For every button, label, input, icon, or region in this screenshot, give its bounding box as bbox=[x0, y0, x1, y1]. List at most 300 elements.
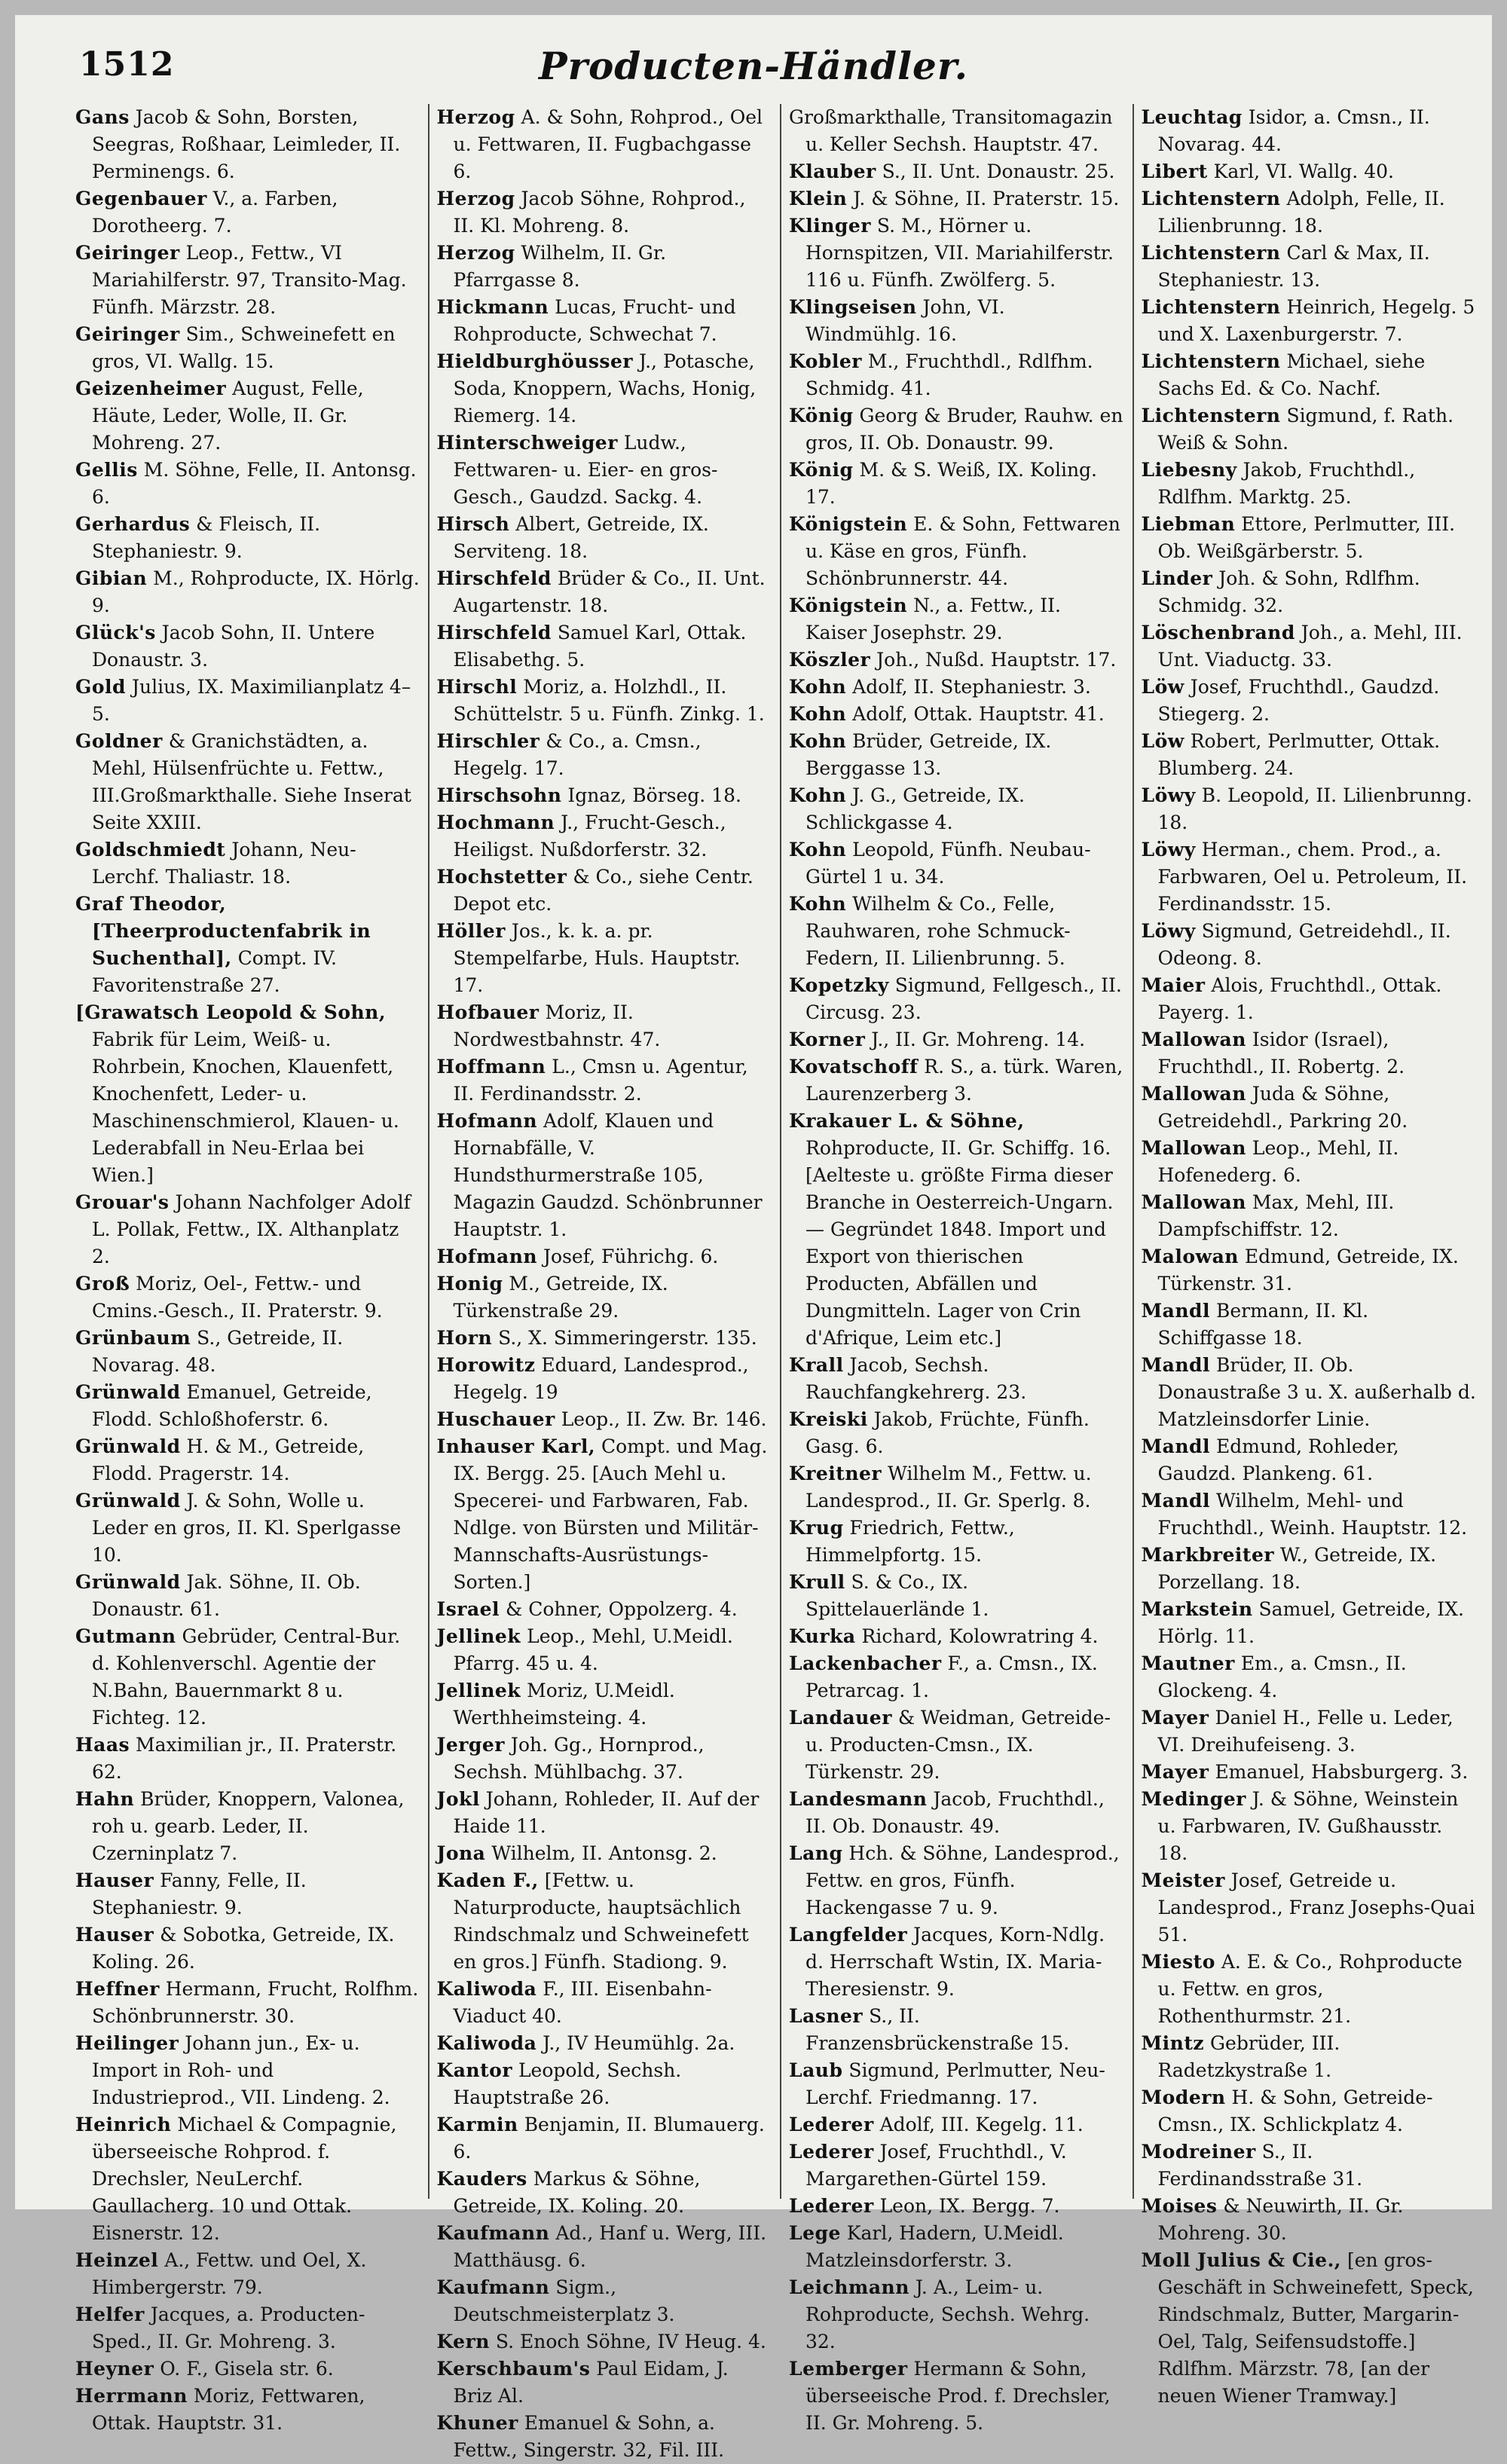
directory-entry bbox=[789, 1406, 1125, 1460]
entry-name: Hoffmann bbox=[436, 1056, 546, 1078]
directory-column-3 bbox=[780, 104, 1133, 2434]
directory-entry bbox=[437, 2410, 773, 2464]
entry-name: Herzog bbox=[436, 188, 515, 209]
page-number: 1512 bbox=[79, 45, 175, 84]
entry-details: Joh. & Sohn, Rdlfhm. Schmidg. 32. bbox=[1157, 567, 1420, 616]
directory-entry bbox=[75, 457, 420, 511]
entry-name: Liebman bbox=[1141, 513, 1236, 535]
entry-name: Klingseisen bbox=[789, 296, 917, 318]
directory-entry bbox=[789, 674, 1125, 701]
directory-entry bbox=[75, 1487, 420, 1569]
entry-name: Groß bbox=[75, 1273, 130, 1295]
entry-name: Jellinek bbox=[436, 1625, 521, 1647]
entry-name: Lichtenstern bbox=[1141, 350, 1281, 372]
entry-name: Khuner bbox=[436, 2412, 518, 2434]
directory-entry bbox=[789, 2355, 1125, 2437]
entry-details: L., Cmsn u. Agentur, II. Ferdinandsstr. 2. bbox=[453, 1056, 748, 1105]
directory-entry bbox=[437, 1433, 773, 1596]
directory-entry bbox=[437, 2030, 773, 2057]
entry-details: Hermann, Frucht, Rolfhm. Schönbrunnerstr. 30. bbox=[92, 1978, 419, 2027]
entry-details: Adolf, II. Stephaniestr. 3. bbox=[852, 676, 1091, 698]
directory-column-4 bbox=[1133, 104, 1485, 2407]
entry-details: Markus & Söhne, Getreide, IX. Koling. 20. bbox=[453, 2168, 701, 2217]
entry-name: König bbox=[789, 405, 854, 426]
entry-details: & Weidman, Getreide- u. Producten-Cmsn., IX. Türkenstr. 29. bbox=[805, 1707, 1111, 1783]
entry-details: N., a. Fettw., II. Kaiser Josephstr. 29. bbox=[805, 595, 1061, 644]
entry-details: Edmund, Getreide, IX. Türkenstr. 31. bbox=[1157, 1246, 1459, 1295]
entry-details: Jakob, Fruchthdl., Rdlfhm. Marktg. 25. bbox=[1157, 459, 1416, 508]
entry-details: F., a. Cmsn., IX. Petrarcag. 1. bbox=[805, 1652, 1098, 1701]
entry-details: Jak. Söhne, II. Ob. Donaustr. 61. bbox=[92, 1571, 361, 1620]
directory-entry bbox=[75, 1569, 420, 1623]
entry-details: Gebrüder, III. Radetzkystraße 1. bbox=[1157, 2032, 1340, 2081]
entry-details: Emanuel, Habsburgerg. 3. bbox=[1215, 1761, 1469, 1783]
entry-name: Hinterschweiger bbox=[436, 432, 618, 454]
directory-entry bbox=[789, 1704, 1125, 1786]
directory-entry bbox=[1142, 1759, 1478, 1786]
entry-name: Herzog bbox=[436, 242, 515, 264]
entry-details: S., X. Simmeringerstr. 135. bbox=[498, 1327, 757, 1349]
directory-entry bbox=[789, 1569, 1125, 1623]
directory-entry bbox=[437, 1786, 773, 1840]
directory-entry bbox=[1142, 1949, 1478, 2030]
entry-name: Hirschl bbox=[436, 676, 518, 698]
entry-details: R. S., a. türk. Waren, Laurenzerberg 3. bbox=[805, 1056, 1123, 1105]
entry-name: Heinzel bbox=[75, 2249, 159, 2271]
entry-details: Josef, Getreide u. Landesprod., Franz Josephs-Quai 51. bbox=[1157, 1869, 1475, 1946]
directory-entry bbox=[437, 918, 773, 999]
entry-details: Bermann, II. Kl. Schiffgasse 18. bbox=[1157, 1300, 1369, 1349]
entry-name: Leuchtag bbox=[1141, 106, 1243, 128]
directory-entry bbox=[789, 701, 1125, 728]
directory-entry bbox=[1142, 1596, 1478, 1650]
entry-details: M., Fruchthdl., Rdlfhm. Schmidg. 41. bbox=[805, 350, 1093, 399]
entry-name: Lemberger bbox=[789, 2358, 908, 2380]
directory-entry bbox=[789, 836, 1125, 891]
directory-entry bbox=[75, 321, 420, 375]
directory-entry bbox=[1142, 918, 1478, 972]
directory-entry bbox=[789, 2274, 1125, 2355]
directory-entry bbox=[1142, 2247, 1478, 2410]
entry-name: Köszler bbox=[789, 649, 871, 671]
entry-details: Daniel H., Felle u. Leder, VI. Dreihufeiseng. 3. bbox=[1157, 1707, 1454, 1756]
entry-name: Kohn bbox=[789, 676, 847, 698]
entry-name: Löw bbox=[1141, 730, 1185, 752]
entry-name: Mintz bbox=[1141, 2032, 1205, 2054]
directory-entry bbox=[437, 1053, 773, 1108]
entry-details: Sim., Schweinefett en gros, VI. Wallg. 15. bbox=[92, 323, 396, 372]
entry-details: Robert, Perlmutter, Ottak. Blumberg. 24. bbox=[1157, 730, 1441, 779]
directory-entry bbox=[789, 294, 1125, 348]
entry-details: Herman., chem. Prod., a. Farbwaren, Oel u. Petroleum, II. Ferdinandsstr. 15. bbox=[1157, 839, 1468, 915]
entry-details: W., Getreide, IX. Porzellang. 18. bbox=[1157, 1544, 1437, 1593]
directory-entry bbox=[437, 619, 773, 674]
entry-details: J. & Söhne, Weinstein u. Farbwaren, IV. Gußhausstr. 18. bbox=[1157, 1788, 1459, 1864]
entry-name: Hauser bbox=[75, 1924, 154, 1946]
directory-entry bbox=[1142, 348, 1478, 402]
directory-entry bbox=[1142, 2084, 1478, 2138]
entry-name: Medinger bbox=[1141, 1788, 1246, 1810]
entry-details: Brüder & Co., II. Unt. Augartenstr. 18. bbox=[453, 567, 766, 616]
entry-name: Lege bbox=[789, 2222, 841, 2244]
directory-entry bbox=[75, 185, 420, 240]
directory-entry bbox=[789, 782, 1125, 836]
entry-name: Hochmann bbox=[436, 812, 555, 833]
entry-name: Hickmann bbox=[436, 296, 549, 318]
entry-details: Juda & Söhne, Getreidehdl., Parkring 20. bbox=[1157, 1083, 1408, 1132]
entry-details: Richard, Kolowratring 4. bbox=[861, 1625, 1099, 1647]
entry-details: Lucas, Frucht- und Rohproducte, Schwechat 7. bbox=[453, 296, 736, 345]
directory-entry bbox=[789, 185, 1125, 212]
entry-name: Königstein bbox=[789, 595, 908, 616]
entry-name: Horn bbox=[436, 1327, 493, 1349]
entry-details: Brüder, II. Ob. Donaustraße 3 u. X. außerhalb d. Matzleinsdorfer Linie. bbox=[1157, 1354, 1476, 1430]
directory-entry bbox=[789, 728, 1125, 782]
entry-name: Klauber bbox=[789, 160, 876, 182]
entry-details: Edmund, Rohleder, Gaudzd. Plankeng. 61. bbox=[1157, 1435, 1399, 1484]
entry-name: Löwy bbox=[1141, 839, 1196, 861]
entry-details: Adolf, III. Kegelg. 11. bbox=[879, 2114, 1084, 2135]
directory-entry bbox=[437, 1677, 773, 1732]
entry-details: A. E. & Co., Rohproducte u. Fettw. en gros, Rothenthurmstr. 21. bbox=[1157, 1951, 1463, 2027]
directory-entry bbox=[437, 1623, 773, 1677]
directory-entry bbox=[1142, 1650, 1478, 1704]
entry-name: Gutmann bbox=[75, 1625, 176, 1647]
entry-details: Joh., Nußd. Hauptstr. 17. bbox=[876, 649, 1117, 671]
entry-details: Leopold, Fünfh. Neubau-Gürtel 1 u. 34. bbox=[805, 839, 1091, 888]
entry-name: Kohn bbox=[789, 893, 847, 915]
directory-entry bbox=[789, 348, 1125, 402]
entry-details: Wilhelm, II. Antonsg. 2. bbox=[491, 1842, 717, 1864]
entry-details: Jacques, Korn-Ndlg. d. Herrschaft Wstin, IX. Maria-Theresienstr. 9. bbox=[805, 1924, 1105, 2000]
entry-name: Heyner bbox=[75, 2358, 154, 2380]
entry-name: Kohn bbox=[789, 839, 847, 861]
directory-entry bbox=[75, 619, 420, 674]
entry-name: Herzog bbox=[436, 106, 515, 128]
entry-details: S. Enoch Söhne, IV Heug. 4. bbox=[495, 2331, 766, 2352]
entry-details: Brüder, Getreide, IX. Berggasse 13. bbox=[805, 730, 1052, 779]
directory-entry bbox=[789, 1623, 1125, 1650]
entry-details: Moriz, Fettwaren, Ottak. Hauptstr. 31. bbox=[92, 2385, 365, 2434]
entry-details: M., Rohproducte, IX. Hörlg. 9. bbox=[92, 567, 420, 616]
directory-entry bbox=[437, 1732, 773, 1786]
entry-details: Michael, siehe Sachs Ed. & Co. Nachf. bbox=[1157, 350, 1426, 399]
entry-name: Löwy bbox=[1141, 784, 1196, 806]
entry-name: Mallowan bbox=[1141, 1083, 1246, 1105]
directory-entry bbox=[789, 2220, 1125, 2274]
entry-name: Löwy bbox=[1141, 920, 1196, 942]
entry-name: Geiringer bbox=[75, 323, 180, 345]
entry-name: Klein bbox=[789, 188, 848, 209]
entry-name: Goldschmiedt bbox=[75, 839, 226, 861]
entry-name: Heinrich bbox=[75, 2114, 172, 2135]
entry-details: H. & Sohn, Getreide-Cmsn., IX. Schlickplatz 4. bbox=[1157, 2086, 1433, 2135]
entry-name: Mandl bbox=[1141, 1435, 1211, 1457]
entry-details: Maximilian jr., II. Praterstr. 62. bbox=[92, 1734, 397, 1783]
page-title: Producten-Händler. bbox=[539, 44, 968, 88]
directory-entry bbox=[1142, 565, 1478, 619]
entry-name: Kaufmann bbox=[436, 2276, 550, 2298]
directory-entry bbox=[437, 864, 773, 918]
directory-entry bbox=[1142, 2030, 1478, 2084]
entry-details: S., II. Ferdinandsstraße 31. bbox=[1157, 2141, 1363, 2190]
entry-details: Moriz, a. Holzhdl., II. Schüttelstr. 5 u. Fünfh. Zinkg. 1. bbox=[453, 676, 765, 725]
entry-name: Mallowan bbox=[1141, 1137, 1246, 1159]
entry-details: Gebrüder, Central-Bur. d. Kohlenverschl. Agentie der N.Bahn, Bauernmarkt 8 u. Fichteg. 12. bbox=[92, 1625, 401, 1729]
entry-name: Kobler bbox=[789, 350, 862, 372]
entry-name: Jokl bbox=[436, 1788, 480, 1810]
entry-details: J., Frucht-Gesch., Heiligst. Nußdorferstr. 32. bbox=[453, 812, 726, 861]
entry-name: Modreiner bbox=[1141, 2141, 1256, 2163]
entry-name: Gold bbox=[75, 676, 127, 698]
entry-name: Landauer bbox=[789, 1707, 892, 1729]
entry-details: Sigmund, Getreidehdl., II. Odeong. 8. bbox=[1157, 920, 1451, 969]
entry-details: O. F., Gisela str. 6. bbox=[160, 2358, 334, 2380]
entry-details: Jos., k. k. a. pr. Stempelfarbe, Huls. Hauptstr. 17. bbox=[453, 920, 741, 996]
entry-details: Adolf, Ottak. Hauptstr. 41. bbox=[852, 703, 1105, 725]
entry-details: Leopold, Sechsh. Hauptstraße 26. bbox=[453, 2059, 682, 2108]
directory-entry bbox=[437, 999, 773, 1053]
entry-name: Israel bbox=[436, 1598, 500, 1620]
directory-entry bbox=[1142, 1433, 1478, 1487]
entry-name: Grünbaum bbox=[75, 1327, 191, 1349]
entry-details: Johann Nachfolger Adolf L. Pollak, Fettw., IX. Althanplatz 2. bbox=[92, 1191, 411, 1267]
directory-entry bbox=[789, 972, 1125, 1026]
entry-details: J. G., Getreide, IX. Schlickgasse 4. bbox=[805, 784, 1025, 833]
entry-name: Kreitner bbox=[789, 1463, 882, 1484]
entry-details: E. & Sohn, Fettwaren u. Käse en gros, Fünfh. Schönbrunnerstr. 44. bbox=[805, 513, 1120, 589]
entry-name: Mayer bbox=[1141, 1761, 1209, 1783]
directory-entry bbox=[437, 1976, 773, 2030]
entry-name: Hirschler bbox=[436, 730, 540, 752]
entry-name: Gellis bbox=[75, 459, 138, 481]
entry-details: Leop., Mehl, U.Meidl. Pfarrg. 45 u. 4. bbox=[453, 1625, 733, 1674]
directory-entry bbox=[437, 2111, 773, 2166]
directory-entry bbox=[789, 1108, 1125, 1352]
entry-details: Joh., a. Mehl, III. Unt. Viaductg. 33. bbox=[1157, 622, 1463, 671]
entry-details: & Co., a. Cmsn., Hegelg. 17. bbox=[453, 730, 702, 779]
entry-name: Malowan bbox=[1141, 1246, 1239, 1267]
entry-details: Jacob, Fruchthdl., II. Ob. Donaustr. 49. bbox=[805, 1788, 1105, 1837]
entry-details: Michael & Compagnie, überseeische Rohprod. f. Drechsler, NeuLerchf. Gaullacherg. 10 und Ottak. Eisnerstr. 12. bbox=[92, 2114, 397, 2244]
directory-entry bbox=[1142, 1786, 1478, 1867]
entry-details: M. & S. Weiß, IX. Koling. 17. bbox=[805, 459, 1097, 508]
entry-details: Leop., II. Zw. Br. 146. bbox=[561, 1408, 767, 1430]
entry-details: Adolph, Felle, II. Lilienbrunng. 18. bbox=[1157, 188, 1445, 237]
entry-name: Hofbauer bbox=[436, 1001, 540, 1023]
directory-entry bbox=[789, 158, 1125, 185]
directory-entry bbox=[75, 1921, 420, 1976]
entry-name: Mandl bbox=[1141, 1354, 1211, 1376]
entry-details: Wilhelm M., Fettw. u. Landesprod., II. Gr. Sperlg. 8. bbox=[805, 1463, 1092, 1512]
entry-name: Horowitz bbox=[436, 1354, 536, 1376]
entry-details: Fabrik für Leim, Weiß- u. Rohrbein, Knochen, Klauenfett, Knochenfett, Leder- u. Maschinenschmierol, Klauen- u. Lederabfall in Neu-Erlaa bei Wien.] bbox=[92, 1029, 399, 1186]
directory-entry bbox=[437, 2355, 773, 2410]
entry-details: Hch. & Söhne, Landesprod., Fettw. en gros, Fünfh. Hackengasse 7 u. 9. bbox=[805, 1842, 1120, 1918]
entry-details: Leop., Fettw., VI Mariahilferstr. 97, Transito-Mag. Fünfh. Märzstr. 28. bbox=[92, 242, 407, 318]
directory-column-1 bbox=[75, 104, 428, 2434]
entry-details: H. & M., Getreide, Flodd. Pragerstr. 14. bbox=[92, 1435, 365, 1484]
entry-name: Kohn bbox=[789, 730, 847, 752]
directory-entry bbox=[437, 565, 773, 619]
entry-details: Ettore, Perlmutter, III. Ob. Weißgärberstr. 5. bbox=[1157, 513, 1456, 562]
entry-name: Langfelder bbox=[789, 1924, 908, 1946]
entry-details: Isidor (Israel), Fruchthdl., II. Robertg. 2. bbox=[1157, 1029, 1405, 1078]
directory-entry bbox=[1142, 294, 1478, 348]
entry-name: Gibian bbox=[75, 567, 148, 589]
directory-entry bbox=[1142, 1026, 1478, 1081]
entry-name: Kreiski bbox=[789, 1408, 868, 1430]
directory-entry bbox=[437, 2057, 773, 2111]
directory-entry bbox=[75, 104, 420, 185]
directory-entry bbox=[75, 1379, 420, 1433]
entry-details: Heinrich, Hegelg. 5 und X. Laxenburgerstr. 7. bbox=[1157, 296, 1475, 345]
entry-name: Krakauer L. & Söhne, bbox=[789, 1110, 1025, 1132]
entry-name: Hirschfeld bbox=[436, 622, 552, 644]
directory-entry bbox=[789, 592, 1125, 647]
entry-name: Hirsch bbox=[436, 513, 510, 535]
directory-entry bbox=[789, 212, 1125, 294]
entry-details: Paul Eidam, J. Briz Al. bbox=[453, 2358, 729, 2407]
directory-entry bbox=[75, 2355, 420, 2383]
directory-entry bbox=[437, 2274, 773, 2328]
entry-details: J. A., Leim- u. Rohproducte, Sechsh. Wehrg. 32. bbox=[805, 2276, 1090, 2352]
entry-name: Kerschbaum's bbox=[436, 2358, 591, 2380]
entry-details: Hermann & Sohn, überseeische Prod. f. Drechsler, II. Gr. Mohreng. 5. bbox=[805, 2358, 1111, 2434]
directory-entry bbox=[1142, 511, 1478, 565]
entry-name: Graf Theodor, [Theerproductenfabrik in Suchenthal], bbox=[75, 893, 371, 969]
directory-entry bbox=[1142, 240, 1478, 294]
directory-entry bbox=[437, 2220, 773, 2274]
directory-entry bbox=[789, 104, 1125, 158]
directory-entry bbox=[75, 1433, 420, 1487]
directory-entry bbox=[75, 891, 420, 999]
entry-details: Carl & Max, II. Stephaniestr. 13. bbox=[1157, 242, 1430, 291]
entry-name: Grünwald bbox=[75, 1381, 181, 1403]
entry-name: Korner bbox=[789, 1029, 866, 1050]
entry-name: Hahn bbox=[75, 1788, 135, 1810]
directory-entry bbox=[789, 2138, 1125, 2193]
directory-entry bbox=[75, 1867, 420, 1921]
entry-details: S., II. Franzensbrückenstraße 15. bbox=[805, 2005, 1070, 2054]
directory-entry bbox=[1142, 972, 1478, 1026]
entry-details: [Fettw. u. Naturproducte, hauptsächlich Rindschmalz und Schweinefett en gros.] Fünfh. Stadiong. 9. bbox=[453, 1869, 749, 1973]
entry-details: August, Felle, Häute, Leder, Wolle, II. Gr. Mohreng. 27. bbox=[92, 378, 364, 454]
directory-entry bbox=[789, 1840, 1125, 1921]
directory-entry bbox=[1142, 1542, 1478, 1596]
entry-name: Kaden F., bbox=[436, 1869, 539, 1891]
directory-entry bbox=[1142, 1189, 1478, 1243]
directory-entry bbox=[437, 348, 773, 430]
entry-name: Mayer bbox=[1141, 1707, 1209, 1729]
entry-name: Geiringer bbox=[75, 242, 180, 264]
entry-details: Eduard, Landesprod., Hegelg. 19 bbox=[453, 1354, 749, 1403]
directory-entry bbox=[1142, 185, 1478, 240]
entry-details: Albert, Getreide, IX. Serviteng. 18. bbox=[453, 513, 709, 562]
entry-details: Compt. und Mag. IX. Bergg. 25. [Auch Mehl u. Specerei- und Farbwaren, Fab. Ndlge. von Bürsten und Militär-Mannschafts-Ausrüstungs-Sorten.] bbox=[453, 1435, 768, 1593]
entry-name: Haas bbox=[75, 1734, 130, 1756]
entry-name: Mallowan bbox=[1141, 1191, 1246, 1213]
entry-details: J. & Sohn, Wolle u. Leder en gros, II. Kl. Sperlgasse 10. bbox=[92, 1490, 402, 1566]
directory-page bbox=[15, 15, 1492, 2461]
directory-entry bbox=[75, 2383, 420, 2437]
entry-details: J., IV Heumühlg. 2a. bbox=[543, 2032, 735, 2054]
entry-name: Hochstetter bbox=[436, 866, 567, 888]
directory-entry bbox=[1142, 1081, 1478, 1135]
directory-entry bbox=[789, 1921, 1125, 2003]
directory-entry bbox=[437, 1108, 773, 1243]
entry-name: Klinger bbox=[789, 215, 871, 237]
entry-details: Jacob, Sechsh. Rauchfangkehrerg. 23. bbox=[805, 1354, 1027, 1403]
entry-name: Laub bbox=[789, 2059, 843, 2081]
directory-entry bbox=[789, 2003, 1125, 2057]
directory-entry bbox=[75, 1732, 420, 1786]
entry-name: Gans bbox=[75, 106, 130, 128]
entry-details: & Sobotka, Getreide, IX. Koling. 26. bbox=[92, 1924, 395, 1973]
entry-details: Josef, Fruchthdl., V. Margarethen-Gürtel 159. bbox=[805, 2141, 1067, 2190]
entry-details: [en gros-Geschäft in Schweinefett, Speck, Rindschmalz, Butter, Margarin-Oel, Talg, Seifensudstoffe.] Rdlfhm. Märzstr. 78, [an der neuen Wiener Tramway.] bbox=[1157, 2249, 1474, 2407]
directory-entry bbox=[437, 2328, 773, 2355]
directory-entry bbox=[1142, 457, 1478, 511]
entry-name: Geizenheimer bbox=[75, 378, 227, 399]
entry-details: Johann, Rohleder, II. Auf der Haide 11. bbox=[453, 1788, 760, 1837]
entry-name: Mautner bbox=[1141, 1652, 1235, 1674]
entry-name: Kantor bbox=[436, 2059, 512, 2081]
entry-name: Hieldburghöusser bbox=[436, 350, 634, 372]
entry-name: Glück's bbox=[75, 622, 156, 644]
entry-details: Leon, IX. Bergg. 7. bbox=[879, 2195, 1060, 2217]
directory-entry bbox=[1142, 1867, 1478, 1949]
directory-entry bbox=[75, 375, 420, 457]
entry-name: Lichtenstern bbox=[1141, 242, 1281, 264]
entry-details: J., II. Gr. Mohreng. 14. bbox=[871, 1029, 1086, 1050]
directory-entry bbox=[1142, 158, 1478, 185]
directory-entry bbox=[75, 836, 420, 891]
entry-details: Wilhelm, II. Gr. Pfarrgasse 8. bbox=[453, 242, 667, 291]
directory-entry bbox=[437, 104, 773, 185]
entry-name: Kohn bbox=[789, 784, 847, 806]
directory-entry bbox=[789, 647, 1125, 674]
entry-details: & Co., siehe Centr. Depot etc. bbox=[453, 866, 754, 915]
entry-details: Sigm., Deutschmeisterplatz 3. bbox=[453, 2276, 675, 2325]
directory-entry bbox=[75, 2247, 420, 2301]
entry-name: Kern bbox=[436, 2331, 490, 2352]
directory-entry bbox=[437, 1406, 773, 1433]
directory-entry bbox=[75, 2030, 420, 2111]
entry-name: Grouar's bbox=[75, 1191, 170, 1213]
entry-details: Compt. IV. Favoritenstraße 27. bbox=[92, 947, 337, 996]
directory-entry bbox=[437, 674, 773, 728]
entry-name: Moll Julius & Cie., bbox=[1141, 2249, 1341, 2271]
entry-details: Jakob, Früchte, Fünfh. Gasg. 6. bbox=[805, 1408, 1090, 1457]
directory-entry bbox=[789, 891, 1125, 972]
entry-name: Jerger bbox=[436, 1734, 505, 1756]
directory-entry bbox=[75, 999, 420, 1189]
directory-entry bbox=[437, 782, 773, 809]
entry-details: Karl, Hadern, U.Meidl. Matzleinsdorferstr. 3. bbox=[805, 2222, 1064, 2271]
directory-entry bbox=[75, 1623, 420, 1732]
entry-details: Georg & Bruder, Rauhw. en gros, II. Ob. Donaustr. 99. bbox=[805, 405, 1123, 454]
directory-entry bbox=[437, 430, 773, 511]
entry-name: Lasner bbox=[789, 2005, 864, 2027]
entry-details: Friedrich, Fettw., Himmelpfortg. 15. bbox=[805, 1517, 1015, 1566]
directory-entry bbox=[437, 1596, 773, 1623]
directory-entry bbox=[1142, 1135, 1478, 1189]
directory-entry bbox=[1142, 2193, 1478, 2247]
directory-entry bbox=[437, 185, 773, 240]
entry-details: Alois, Fruchthdl., Ottak. Payerg. 1. bbox=[1157, 974, 1442, 1023]
directory-entry bbox=[789, 1053, 1125, 1108]
